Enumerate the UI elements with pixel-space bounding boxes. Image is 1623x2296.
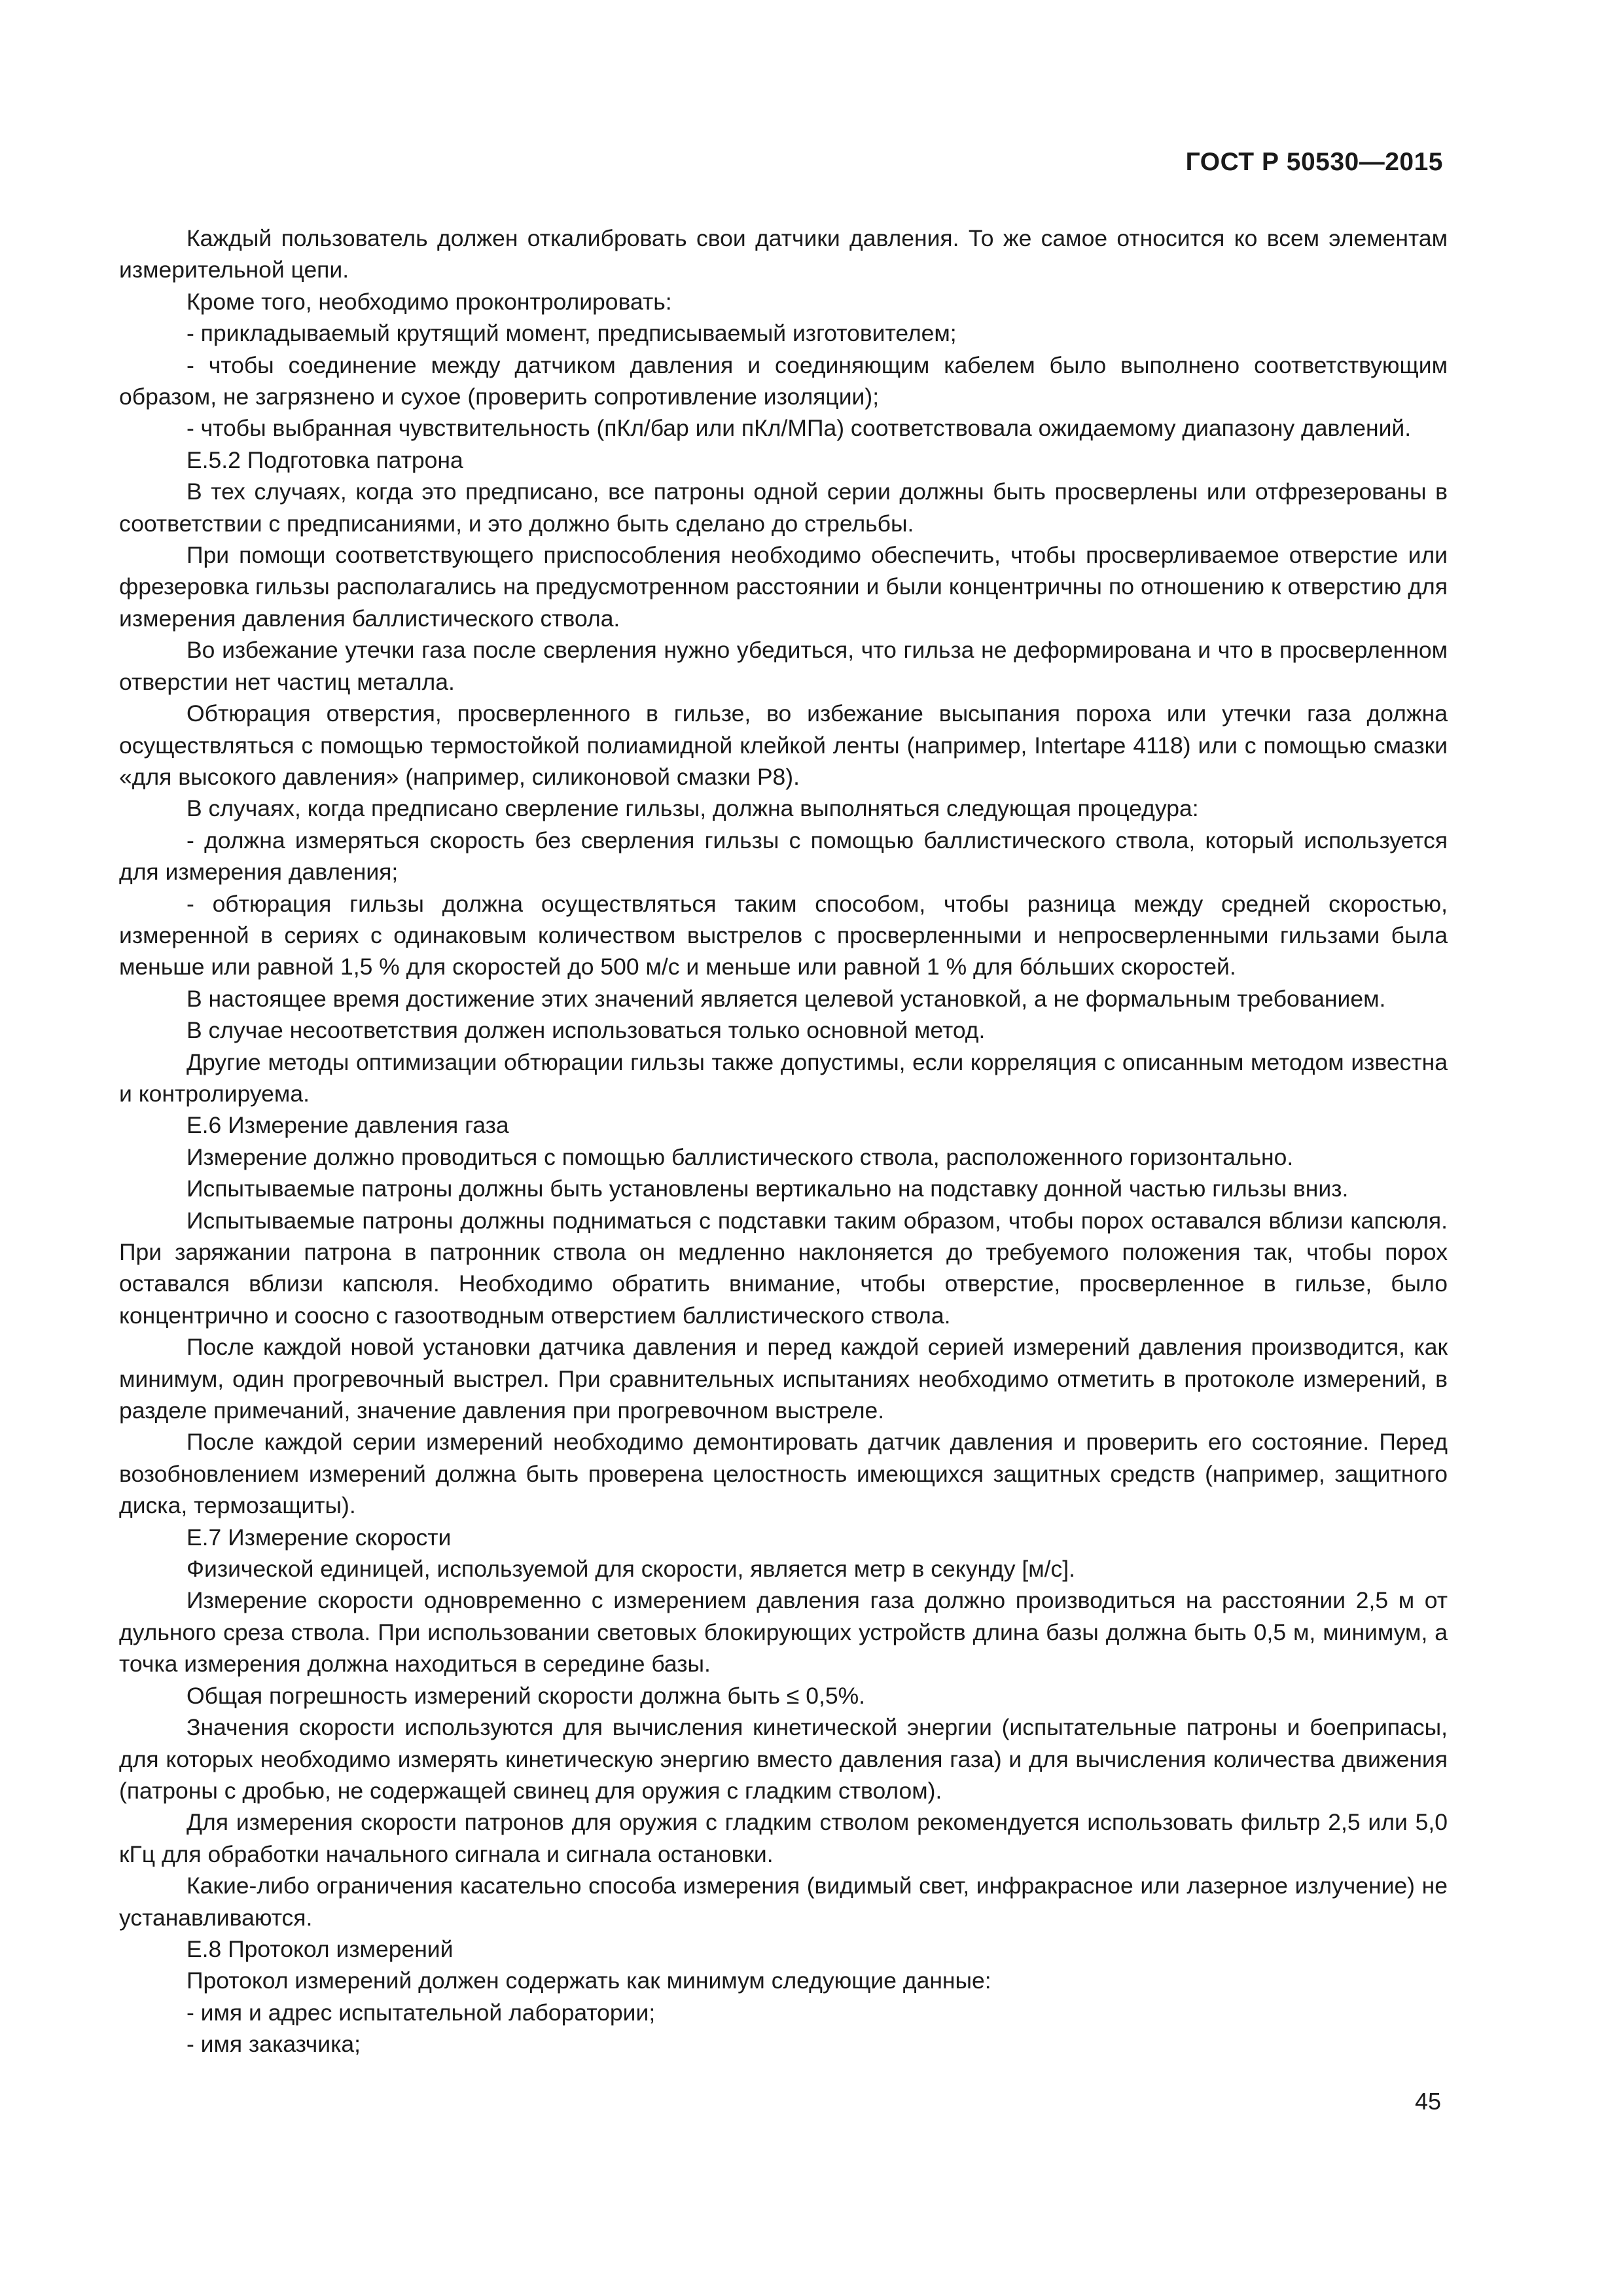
document-body <box>119 223 1448 2060</box>
paragraph: После каждой серии измерений необходимо демонтировать датчик давления и проверить его состояние. Перед возобновлением измерений должна быть проверена целостность имеющихся защитных средств (например, защитного диска, термозащиты). <box>119 1429 1448 1519</box>
list-item: - прикладываемый крутящий момент, предписываемый изготовителем; <box>187 320 957 347</box>
paragraph: Измерение скорости одновременно с измерением давления газа должно производиться на расстоянии 2,5 м от дульного среза ствола. При использовании световых блокирующих устройств длина базы должна быть 0,5 м, минимум, а точка измерения должна находиться в середине базы. <box>119 1587 1448 1677</box>
paragraph: Испытываемые патроны должны быть установлены вертикально на подставку донной частью гильзы вниз. <box>187 1175 1349 1202</box>
paragraph: Для измерения скорости патронов для оружия с гладким стволом рекомендуется использовать фильтр 2,5 или 5,0 кГц для обработки начального сигнала и сигнала остановки. <box>119 1809 1448 1867</box>
standard-code-header: ГОСТ Р 50530—2015 <box>1185 148 1443 176</box>
list-item: - имя и адрес испытательной лаборатории; <box>187 1999 656 2026</box>
section-heading: Е.7 Измерение скорости <box>187 1524 452 1551</box>
paragraph: Каждый пользователь должен откалибровать свои датчики давления. То же самое относится ко всем элементам измерительной цепи. <box>119 225 1448 283</box>
paragraph: Во избежание утечки газа после сверления нужно убедиться, что гильза не деформирована и что в просверленном отверстии нет частиц металла. <box>119 637 1448 695</box>
paragraph: В случаях, когда предписано сверление гильзы, должна выполняться следующая процедура: <box>187 795 1199 822</box>
paragraph: Протокол измерений должен содержать как минимум следующие данные: <box>187 1967 991 1994</box>
list-item: - чтобы соединение между датчиком давления и соединяющим кабелем было выполнено соответствующим образом, не загрязнено и сухое (проверить сопротивление изоляции); <box>119 351 1448 410</box>
list-item: - обтюрация гильзы должна осуществляться таким способом, чтобы разница между средней скоростью, измеренной в сериях с одинаковым количеством выстрелов с просверленными и непросверленными гильзами была меньше или равной 1,5 % для скоростей до 500 м/с и меньше или равной 1 % для бóльших скоростей. <box>119 890 1448 980</box>
paragraph: Физической единицей, используемой для скорости, является метр в секунду [м/с]. <box>187 1556 1075 1583</box>
page-number: 45 <box>1414 2088 1441 2115</box>
paragraph: Испытываемые патроны должны подниматься с подставки таким образом, чтобы порох оставался вблизи капсюля. При заряжании патрона в патронник ствола он медленно наклоняется до требуемого положения так, чтобы порох оставался вблизи капсюля. Необходимо обратить внимание, чтобы отверстие, просверленное в гильзе, было концентрично и соосно с газоотводным отверстием баллистического ствола. <box>119 1207 1448 1329</box>
paragraph: Обтюрация отверстия, просверленного в гильзе, во избежание высыпания пороха или утечки газа должна осуществляться с помощью термостойкой полиамидной клейкой ленты (например, Intertape 4118) или с помощью смазки «для высокого давления» (например, силиконовой смазки Р8). <box>119 700 1448 790</box>
list-item: - чтобы выбранная чувствительность (пКл/бар или пКл/МПа) соответствовала ожидаемому диапазону давлений. <box>187 415 1412 442</box>
paragraph: В случае несоответствия должен использоваться только основной метод. <box>187 1017 986 1044</box>
paragraph: Другие методы оптимизации обтюрации гильзы также допустимы, если корреляция с описанным методом известна и контролируема. <box>119 1049 1448 1107</box>
paragraph: В настоящее время достижение этих значений является целевой установкой, а не формальным требованием. <box>187 985 1386 1012</box>
paragraph: Значения скорости используются для вычисления кинетической энергии (испытательные патроны и боеприпасы, для которых необходимо измерять кинетическую энергию вместо давления газа) и для вычисления количества движения (патроны с дробью, не содержащей свинец для оружия с гладким стволом). <box>119 1714 1448 1804</box>
section-heading: Е.8 Протокол измерений <box>187 1935 454 1962</box>
paragraph: Какие-либо ограничения касательно способа измерения (видимый свет, инфракрасное или лазерное излучение) не устанавливаются. <box>119 1873 1448 1931</box>
paragraph: Общая погрешность измерений скорости должна быть ≤ 0,5%. <box>187 1682 866 1709</box>
paragraph: В тех случаях, когда это предписано, все патроны одной серии должны быть просверлены или отфрезерованы в соответствии с предписаниями, и это должно быть сделано до стрельбы. <box>119 478 1448 537</box>
section-heading: Е.5.2 Подготовка патрона <box>187 446 463 473</box>
list-item: - должна измеряться скорость без сверления гильзы с помощью баллистического ствола, который используется для измерения давления; <box>119 827 1448 886</box>
section-heading: Е.6 Измерение давления газа <box>187 1112 509 1139</box>
paragraph: Кроме того, необходимо проконтролировать: <box>187 288 672 315</box>
list-item: - имя заказчика; <box>187 2031 361 2058</box>
paragraph: Измерение должно проводиться с помощью баллистического ствола, расположенного горизонтально. <box>187 1143 1294 1170</box>
paragraph: При помощи соответствующего приспособления необходимо обеспечить, чтобы просверливаемое отверстие или фрезеровка гильзы располагались на предусмотренном расстоянии и были концентричны по отношению к отверстию для измерения давления баллистического ствола. <box>119 542 1448 632</box>
paragraph: После каждой новой установки датчика давления и перед каждой серией измерений давления производится, как минимум, один прогревочный выстрел. При сравнительных испытаниях необходимо отметить в протоколе измерений, в разделе примечаний, значение давления при прогревочном выстреле. <box>119 1334 1448 1424</box>
